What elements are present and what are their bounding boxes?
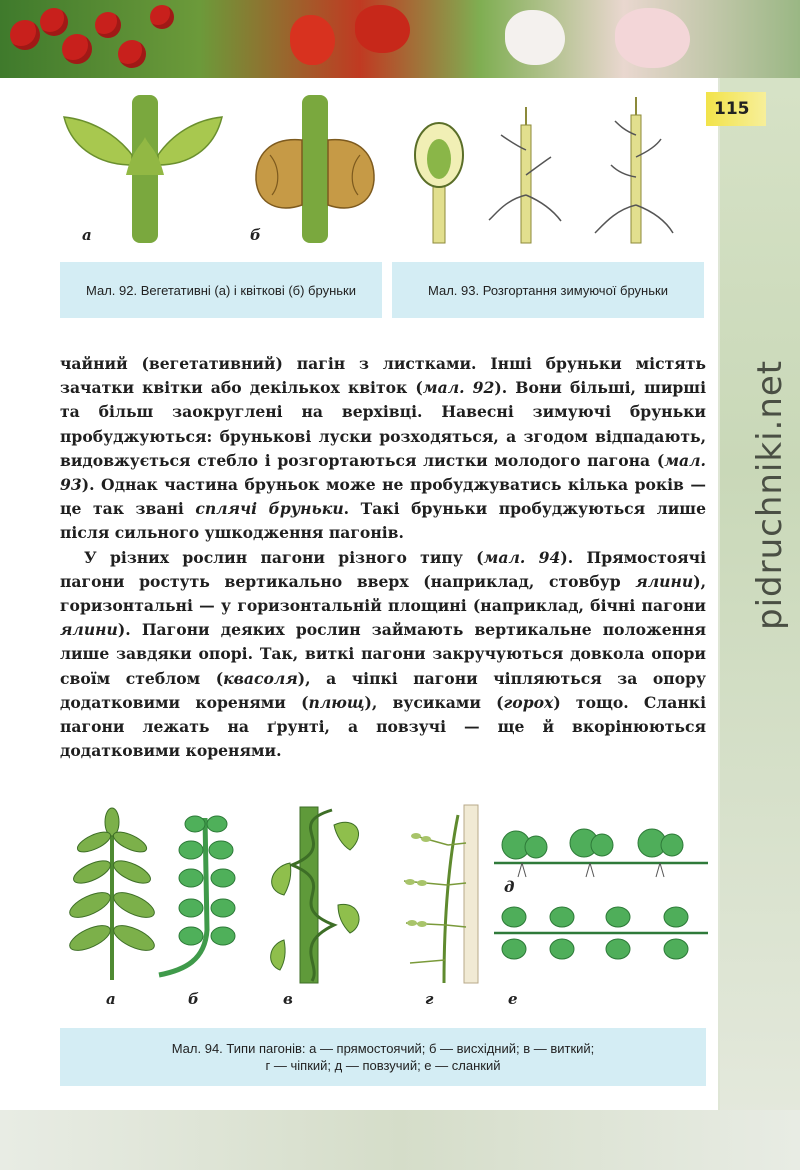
page-number: 115 xyxy=(706,92,766,126)
term-dormant-buds: сплячі бруньки xyxy=(195,499,344,519)
paragraph-1: чайний (вегетативний) пагін з листками. Інші бруньки містять зачатки квітки або декількох квіток (мал. 92). Вони більші, ширші та більш заокруглені на верхівці. Навесні зимуючі бруньки пробуджуються: брунькові луски розходяться, а згодом відпадають, видовжується стебло і розгортаються листки молодого пагона (мал. 93). Однак частина бруньок може не пробуджуватись кілька років — це так звані сплячі бруньки. Такі бруньки пробуджуються лише після сильного ушкодження пагонів. xyxy=(60,354,706,543)
top-photo-banner xyxy=(0,0,800,78)
figure-94-erect-shoot xyxy=(62,810,162,985)
figure-93-caption: Мал. 93. Розгортання зимуючої бруньки xyxy=(392,262,704,318)
figure-94-trailing-shoot xyxy=(492,895,710,965)
figure-92-label-b: б xyxy=(250,226,261,244)
figure-93-bud-unfolding xyxy=(405,95,695,245)
bottom-background xyxy=(0,1110,800,1170)
figure-94-label-g: г xyxy=(425,990,434,1008)
figure-94-caption-line-2: г — чіпкий; д — повзучий; е — сланкий xyxy=(265,1058,501,1073)
figure-92-flower-bud xyxy=(250,95,380,245)
figure-94-caption-line-1: Мал. 94. Типи пагонів: а — прямостоячий; б — висхідний; в — виткий; xyxy=(171,1041,595,1056)
figure-92-vegetative-bud xyxy=(62,95,232,245)
figure-ref-92: мал. 92 xyxy=(422,378,495,398)
figure-94-caption xyxy=(60,1028,706,1086)
figure-94-label-d: д xyxy=(504,878,515,896)
body-text xyxy=(60,352,706,763)
figure-94-twining-shoot xyxy=(262,805,372,985)
figure-ref-94: мал. 94 xyxy=(483,547,561,567)
figure-94-label-a: а xyxy=(106,990,116,1008)
figure-94-label-v: в xyxy=(283,990,293,1008)
figure-94-label-b: б xyxy=(188,990,199,1008)
figure-92-label-a: а xyxy=(82,226,92,244)
side-watermark-logo: pidruchniki.net xyxy=(750,359,790,630)
figure-ref-93: мал. 93 xyxy=(60,450,706,495)
figure-94-creeping-shoot xyxy=(492,825,710,885)
figure-94-climbing-shoot xyxy=(392,805,502,985)
figure-92-caption: Мал. 92. Вегетативні (а) і квіткові (б) бруньки xyxy=(60,262,382,318)
paragraph-2: У різних рослин пагони різного типу (мал. 94). Прямостоячі пагони ростуть вертикально вверх (наприклад, стовбур ялини), горизонтальні — у горизонтальній площині (наприклад, бічні пагони ялини). Пагони деяких рослин займають вертикальне положення лише завдяки опорі. Так, виткі пагони закручуються довкола опори своїм стеблом (квасоля), а чіпкі пагони чіпляються за опору додатковими коренями (плющ), вусиками (горох) тощо. Сланкі пагони лежать на ґрунті, а повзучі — ще й вкорінюються додатковими коренями. xyxy=(60,547,707,761)
figure-94-ascending-shoot xyxy=(155,810,255,985)
figure-94-label-e: е xyxy=(508,990,518,1008)
